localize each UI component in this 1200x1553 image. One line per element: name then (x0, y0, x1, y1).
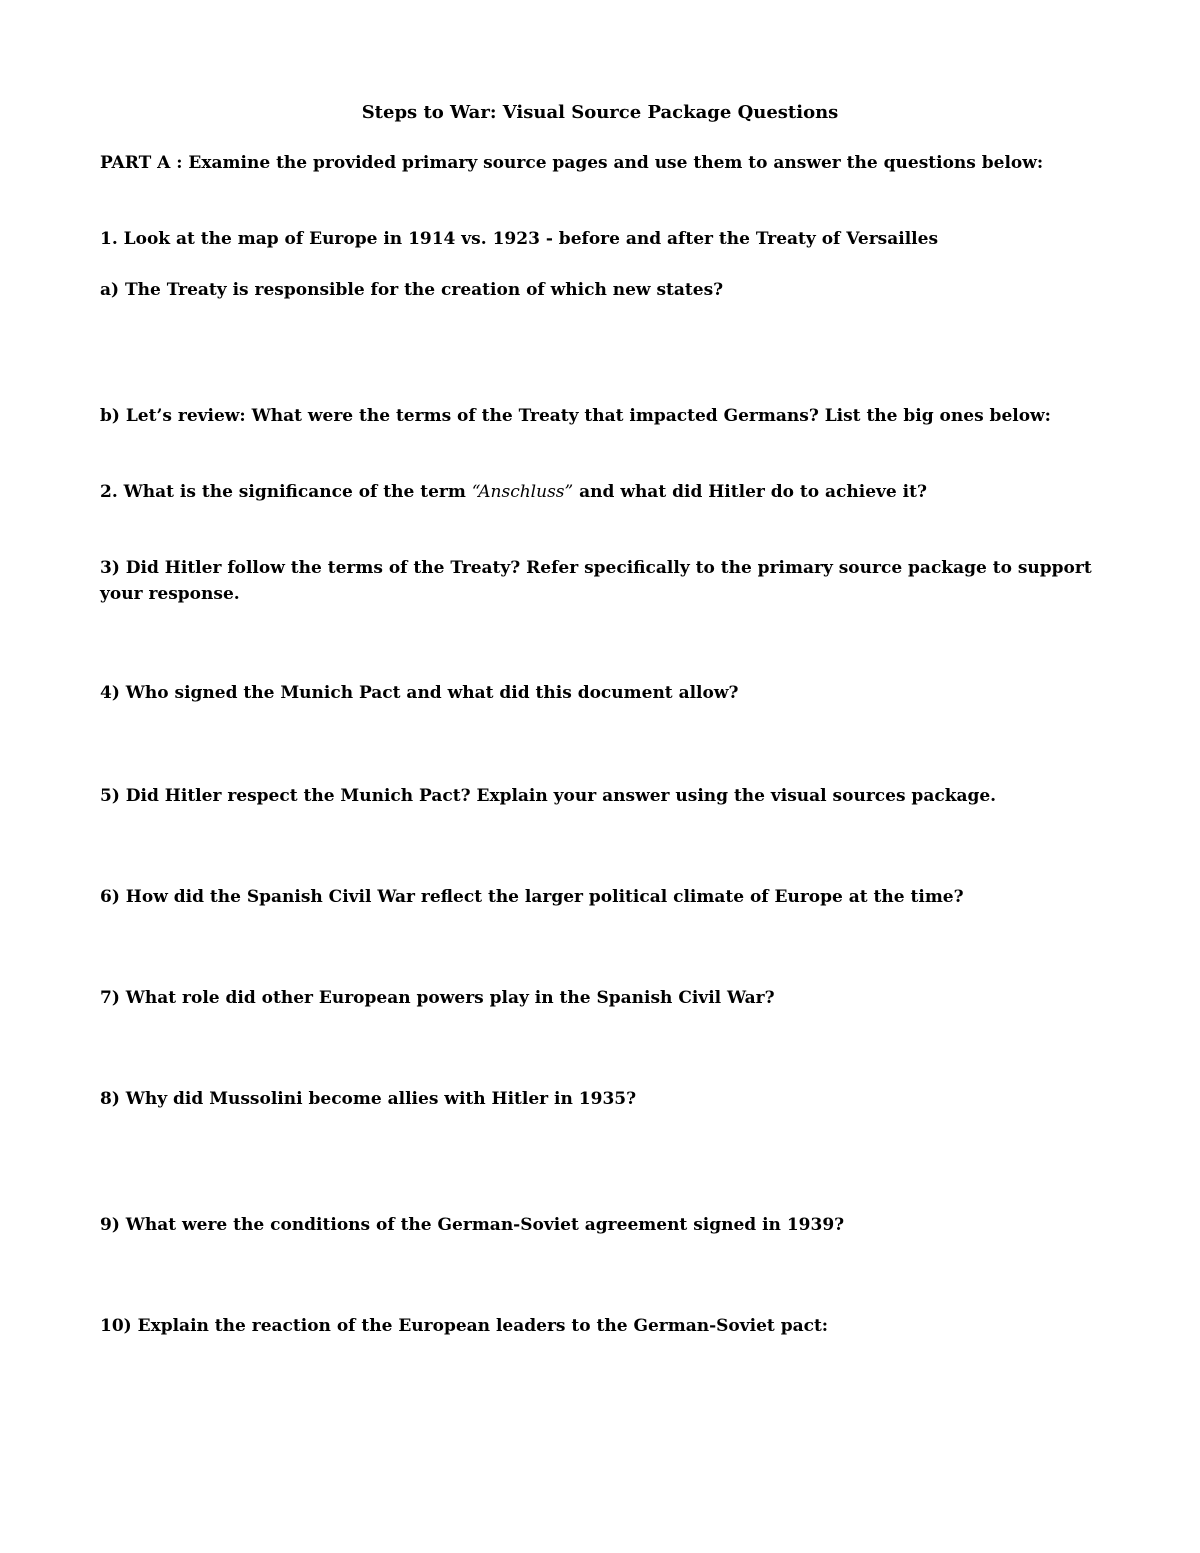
question-4: 4) Who signed the Munich Pact and what did this document allow? (100, 683, 739, 703)
question-2-text-start: 2. What is the significance of the term (100, 482, 472, 502)
question-10: 10) Explain the reaction of the European leaders to the German-Soviet pact: (100, 1316, 829, 1336)
question-9: 9) What were the conditions of the German-Soviet agreement signed in 1939? (100, 1215, 845, 1235)
anschluss-term: “Anschluss” (471, 482, 574, 502)
question-2 (100, 479, 1100, 505)
part-a-instructions: PART A : Examine the provided primary source pages and use them to answer the questions below: (100, 153, 1044, 173)
question-2-text-end: and what did Hitler do to achieve it? (573, 482, 927, 502)
question-8: 8) Why did Mussolini become allies with Hitler in 1935? (100, 1089, 637, 1109)
question-6: 6) How did the Spanish Civil War reflect the larger political climate of Europe at the time? (100, 887, 964, 907)
question-3: 3) Did Hitler follow the terms of the Treaty? Refer specifically to the primary source package to support your response. (100, 558, 1092, 604)
page-title: Steps to War: Visual Source Package Questions (361, 102, 839, 123)
question-1a: a) The Treaty is responsible for the creation of which new states? (100, 280, 724, 300)
question-1b: b) Let’s review: What were the terms of the Treaty that impacted Germans? List the big ones below: (100, 406, 1051, 426)
question-1: 1. Look at the map of Europe in 1914 vs. 1923 - before and after the Treaty of Versailles (100, 229, 939, 249)
question-7: 7) What role did other European powers play in the Spanish Civil War? (100, 988, 775, 1008)
question-5: 5) Did Hitler respect the Munich Pact? Explain your answer using the visual sources package. (100, 786, 997, 806)
